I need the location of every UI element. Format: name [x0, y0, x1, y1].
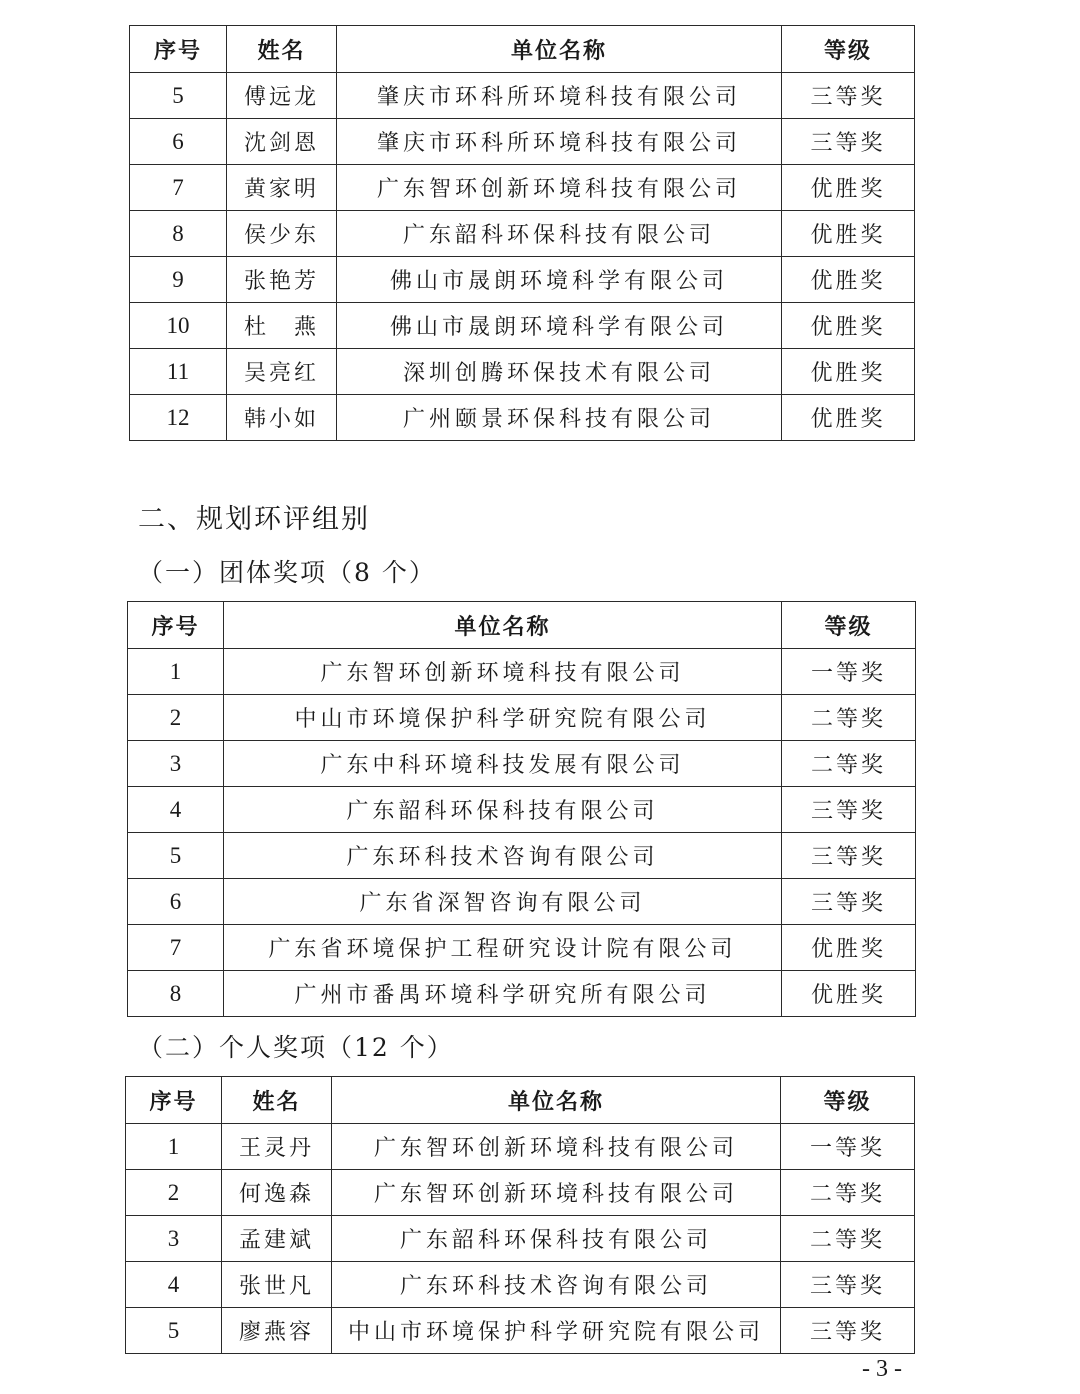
table-row — [130, 257, 915, 303]
row-seq: 7 — [128, 925, 224, 971]
header-seq: 序号 — [130, 26, 227, 73]
row-seq: 2 — [126, 1170, 222, 1216]
row-name: 孟建斌 — [222, 1216, 332, 1262]
row-seq: 4 — [126, 1262, 222, 1308]
group-awards-table — [127, 601, 916, 1017]
row-org: 佛山市晟朗环境科学有限公司 — [337, 257, 782, 303]
table-row — [126, 1308, 915, 1354]
row-org: 中山市环境保护科学研究院有限公司 — [332, 1308, 781, 1354]
row-org: 广东智环创新环境科技有限公司 — [337, 165, 782, 211]
row-seq: 4 — [128, 787, 224, 833]
row-level: 三等奖 — [781, 1308, 915, 1354]
row-seq: 1 — [126, 1124, 222, 1170]
row-seq: 10 — [130, 303, 227, 349]
row-seq: 3 — [126, 1216, 222, 1262]
row-org: 广东省环境保护工程研究设计院有限公司 — [224, 925, 782, 971]
table-row — [130, 73, 915, 119]
row-level: 二等奖 — [781, 1170, 915, 1216]
individual-awards-table — [125, 1076, 915, 1354]
individual-awards-heading: （二）个人奖项（12 个） — [138, 1033, 454, 1062]
table-row — [128, 925, 916, 971]
table-row — [130, 395, 915, 441]
row-seq: 2 — [128, 695, 224, 741]
table-header-row — [126, 1077, 915, 1124]
row-name: 何逸森 — [222, 1170, 332, 1216]
page-number: - 3 - — [862, 1356, 902, 1382]
table-row — [130, 349, 915, 395]
table-row — [130, 211, 915, 257]
individual-awards-table-continued — [129, 25, 915, 441]
row-level: 优胜奖 — [782, 303, 915, 349]
row-name: 廖燕容 — [222, 1308, 332, 1354]
row-level: 优胜奖 — [782, 211, 915, 257]
table-row — [128, 695, 916, 741]
row-org: 肇庆市环科所环境科技有限公司 — [337, 73, 782, 119]
row-seq: 7 — [130, 165, 227, 211]
header-level: 等级 — [782, 26, 915, 73]
row-seq: 8 — [130, 211, 227, 257]
row-org: 广东省深智咨询有限公司 — [224, 879, 782, 925]
row-org: 深圳创腾环保技术有限公司 — [337, 349, 782, 395]
row-name: 傅远龙 — [227, 73, 337, 119]
row-level: 一等奖 — [782, 649, 916, 695]
row-org: 广州市番禺环境科学研究所有限公司 — [224, 971, 782, 1017]
table-row — [130, 165, 915, 211]
table-row — [128, 787, 916, 833]
row-name: 王灵丹 — [222, 1124, 332, 1170]
table-row — [130, 119, 915, 165]
table-row — [126, 1170, 915, 1216]
row-level: 优胜奖 — [782, 349, 915, 395]
row-level: 三等奖 — [782, 833, 916, 879]
table-row — [128, 971, 916, 1017]
row-seq: 3 — [128, 741, 224, 787]
header-level: 等级 — [781, 1077, 915, 1124]
row-name: 张艳芳 — [227, 257, 337, 303]
row-org: 广东韶科环保科技有限公司 — [337, 211, 782, 257]
table-row — [126, 1216, 915, 1262]
row-name: 张世凡 — [222, 1262, 332, 1308]
row-org: 广东智环创新环境科技有限公司 — [332, 1170, 781, 1216]
row-org: 广东环科技术咨询有限公司 — [332, 1262, 781, 1308]
table-row — [128, 879, 916, 925]
header-seq: 序号 — [128, 602, 224, 649]
section-heading: 二、规划环评组别 — [138, 504, 370, 535]
header-org: 单位名称 — [224, 602, 782, 649]
table-row — [126, 1124, 915, 1170]
row-org: 广东中科环境科技发展有限公司 — [224, 741, 782, 787]
row-name: 杜 燕 — [227, 303, 337, 349]
row-org: 广州颐景环保科技有限公司 — [337, 395, 782, 441]
row-org: 广东智环创新环境科技有限公司 — [332, 1124, 781, 1170]
header-level: 等级 — [782, 602, 916, 649]
row-seq: 6 — [130, 119, 227, 165]
row-seq: 8 — [128, 971, 224, 1017]
row-name: 沈剑恩 — [227, 119, 337, 165]
header-seq: 序号 — [126, 1077, 222, 1124]
row-level: 三等奖 — [782, 879, 916, 925]
row-name: 吴亮红 — [227, 349, 337, 395]
group-awards-heading: （一）团体奖项（8 个） — [138, 558, 436, 587]
row-level: 优胜奖 — [782, 165, 915, 211]
table-row — [130, 303, 915, 349]
table-row — [128, 741, 916, 787]
row-level: 三等奖 — [781, 1262, 915, 1308]
header-name: 姓名 — [222, 1077, 332, 1124]
row-level: 优胜奖 — [782, 925, 916, 971]
row-org: 广东智环创新环境科技有限公司 — [224, 649, 782, 695]
row-seq: 5 — [130, 73, 227, 119]
row-org: 佛山市晟朗环境科学有限公司 — [337, 303, 782, 349]
header-org: 单位名称 — [337, 26, 782, 73]
row-seq: 12 — [130, 395, 227, 441]
header-org: 单位名称 — [332, 1077, 781, 1124]
row-seq: 5 — [126, 1308, 222, 1354]
row-level: 三等奖 — [782, 787, 916, 833]
row-org: 中山市环境保护科学研究院有限公司 — [224, 695, 782, 741]
table-row — [128, 649, 916, 695]
row-level: 优胜奖 — [782, 971, 916, 1017]
row-seq: 1 — [128, 649, 224, 695]
row-org: 广东韶科环保科技有限公司 — [224, 787, 782, 833]
table-header-row — [130, 26, 915, 73]
row-seq: 11 — [130, 349, 227, 395]
row-name: 侯少东 — [227, 211, 337, 257]
row-level: 二等奖 — [782, 741, 916, 787]
row-level: 优胜奖 — [782, 395, 915, 441]
table-row — [126, 1262, 915, 1308]
row-level: 优胜奖 — [782, 257, 915, 303]
row-seq: 9 — [130, 257, 227, 303]
row-org: 肇庆市环科所环境科技有限公司 — [337, 119, 782, 165]
row-seq: 6 — [128, 879, 224, 925]
row-seq: 5 — [128, 833, 224, 879]
row-name: 黄家明 — [227, 165, 337, 211]
header-name: 姓名 — [227, 26, 337, 73]
table-header-row — [128, 602, 916, 649]
row-level: 一等奖 — [781, 1124, 915, 1170]
row-level: 二等奖 — [781, 1216, 915, 1262]
row-level: 二等奖 — [782, 695, 916, 741]
row-level: 三等奖 — [782, 73, 915, 119]
table-row — [128, 833, 916, 879]
row-name: 韩小如 — [227, 395, 337, 441]
row-org: 广东环科技术咨询有限公司 — [224, 833, 782, 879]
row-org: 广东韶科环保科技有限公司 — [332, 1216, 781, 1262]
row-level: 三等奖 — [782, 119, 915, 165]
